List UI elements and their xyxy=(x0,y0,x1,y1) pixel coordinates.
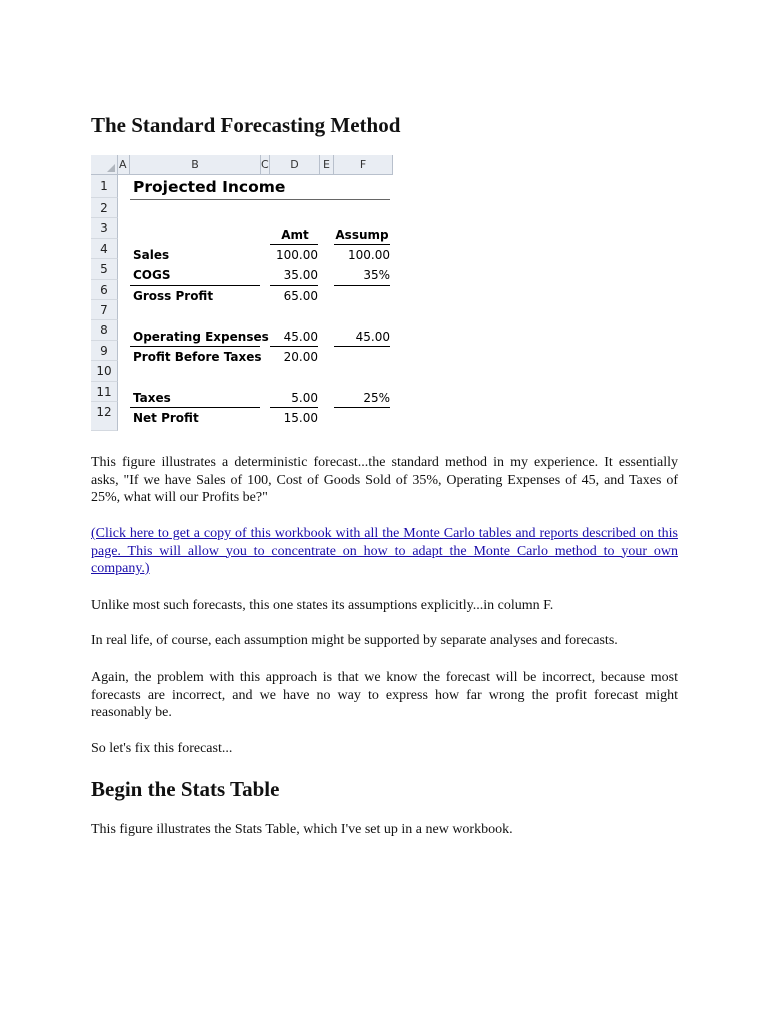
paragraph-stats-table: This figure illustrates the Stats Table, which I've set up in a new workbook. xyxy=(91,822,513,837)
amt-sales: 100.00 xyxy=(276,248,318,262)
paragraph-workbook-link xyxy=(91,525,678,578)
paragraph-assumptions: Unlike most such forecasts, this one states its assumptions explicitly...in column F. xyxy=(91,598,554,613)
spreadsheet-figure xyxy=(91,155,393,431)
paragraph-deterministic-forecast: This figure illustrates a deterministic forecast...the standard method in my experience. It essentially asks, "If we have Sales of 100, Cost of Goods Sold of 35%, Operating Expenses of 45, and Taxes of 25%, what will our Profits be?" xyxy=(91,455,678,505)
row-header: 8 xyxy=(91,320,118,340)
column-header-a: A xyxy=(118,155,130,175)
cogs-underline xyxy=(334,285,390,286)
amt-profit-before-taxes: 20.00 xyxy=(283,350,318,364)
select-all-corner xyxy=(91,155,118,175)
sheet-title: Projected Income xyxy=(133,178,286,196)
header-amt: Amt xyxy=(281,228,309,242)
assump-taxes: 25% xyxy=(363,390,390,405)
column-header-d: D xyxy=(270,155,320,175)
row-header: 4 xyxy=(91,239,118,259)
row-header: 1 xyxy=(91,175,118,198)
assump-sales: 100.00 xyxy=(348,248,390,262)
row-label-sales: Sales xyxy=(133,248,170,262)
row-label-taxes: Taxes xyxy=(133,390,171,405)
row-header: 10 xyxy=(91,361,118,381)
amt-gross-profit: 65.00 xyxy=(283,288,318,303)
row-label-gross-profit: Gross Profit xyxy=(133,288,214,303)
assump-operating-expenses: 45.00 xyxy=(355,329,390,344)
section-heading-standard-method: The Standard Forecasting Method xyxy=(91,113,401,137)
paragraph-fix: So let's fix this forecast... xyxy=(91,741,233,756)
section-heading-stats-table: Begin the Stats Table xyxy=(91,777,280,801)
paragraph-real-life: In real life, of course, each assumption might be supported by separate analyses and forecasts. xyxy=(91,633,618,648)
amt-cogs: 35.00 xyxy=(283,268,318,283)
row-header: 3 xyxy=(91,218,118,238)
amt-taxes: 5.00 xyxy=(291,390,318,405)
row-header: 2 xyxy=(91,198,118,218)
row-header: 7 xyxy=(91,300,118,320)
row-header: 5 xyxy=(91,259,118,279)
title-underline xyxy=(130,199,390,200)
workbook-download-link[interactable]: (Click here to get a copy of this workbook with all the Monte Carlo tables and reports described on this page. This will allow you to concentrate on how to adapt the Monte Carlo method to your own company.) xyxy=(91,526,678,576)
row-header: 11 xyxy=(91,382,118,402)
row-label-operating-expenses: Operating Expenses xyxy=(133,329,269,344)
row-header: 12 xyxy=(91,402,118,431)
row-header: 9 xyxy=(91,341,118,361)
column-header-c: C xyxy=(261,155,270,175)
row-label-net-profit: Net Profit xyxy=(133,411,199,426)
column-header-b: B xyxy=(130,155,261,175)
header-assump: Assump xyxy=(335,228,389,242)
opex-underline xyxy=(334,346,390,347)
amt-operating-expenses: 45.00 xyxy=(283,329,318,344)
paragraph-problem: Again, the problem with this approach is that we know the forecast will be incorrect, because most forecasts are incorrect, and we have no way to express how far wrong the profit forecast might reasonably be. xyxy=(91,670,678,720)
row-label-profit-before-taxes: Profit Before Taxes xyxy=(133,350,262,364)
row-label-cogs: COGS xyxy=(133,268,171,283)
column-header-f: F xyxy=(334,155,393,175)
taxes-underline xyxy=(334,407,390,408)
column-header-e: E xyxy=(320,155,334,175)
amt-net-profit: 15.00 xyxy=(283,411,318,426)
row-header: 6 xyxy=(91,280,118,300)
assump-cogs: 35% xyxy=(363,268,390,283)
